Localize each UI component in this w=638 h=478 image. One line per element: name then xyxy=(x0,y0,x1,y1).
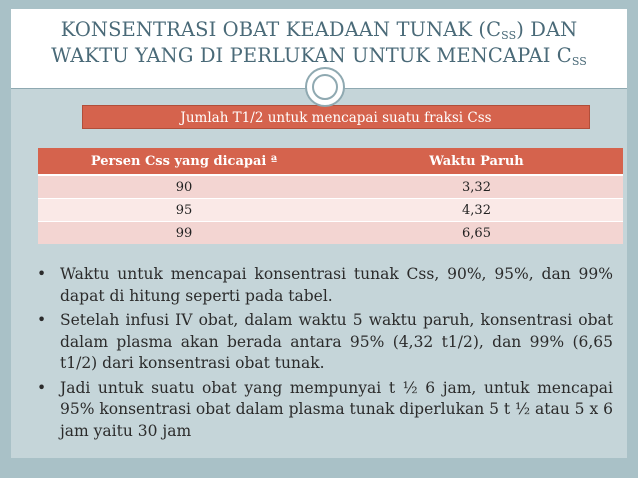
table-cell: 95 xyxy=(38,199,330,222)
table-cell: 3,32 xyxy=(330,175,623,199)
title-line-2-subscript: SS xyxy=(571,55,587,68)
slide xyxy=(11,9,627,469)
data-table xyxy=(38,148,623,244)
table-row xyxy=(38,175,623,199)
title-line-2-text: WAKTU YANG DI PERLUKAN UNTUK MENCAPAI C xyxy=(51,44,572,67)
table-header-row xyxy=(38,148,623,175)
list-item-text: Waktu untuk mencapai konsentrasi tunak Css, 90%, 95%, dan 99% dapat di hitung seperti pada tabel. xyxy=(60,265,613,305)
title-line-2 xyxy=(51,44,587,67)
title-line-1-subscript: SS xyxy=(501,29,517,42)
table-row xyxy=(38,222,623,245)
bullet-icon: • xyxy=(37,311,47,329)
title-line-1-tail: ) DAN xyxy=(516,18,578,41)
title-line-1 xyxy=(61,18,578,41)
bullet-list xyxy=(33,264,613,445)
list-item xyxy=(33,310,613,375)
slide-title xyxy=(11,17,627,69)
table-cell: 6,65 xyxy=(330,222,623,245)
table-cell: 90 xyxy=(38,175,330,199)
list-item-text: Jadi untuk suatu obat yang mempunyai t ½ 6 jam, untuk mencapai 95% konsentrasi obat dalam plasma tunak diperlukan 5 t ½ atau 5 x 6 jam yaitu 30 jam xyxy=(60,378,613,440)
table-cell: 4,32 xyxy=(330,199,623,222)
bottom-band xyxy=(11,458,627,469)
list-item xyxy=(33,378,613,443)
table-cell: 99 xyxy=(38,222,330,245)
header-waktu-paruh: Waktu Paruh xyxy=(330,148,623,175)
table-caption: Jumlah T1/2 untuk mencapai suatu fraksi Css xyxy=(82,105,590,129)
list-item xyxy=(33,264,613,307)
circle-ornament-icon xyxy=(305,67,345,107)
list-item-text: Setelah infusi IV obat, dalam waktu 5 waktu paruh, konsentrasi obat dalam plasma akan berada antara 95% (4,32 t1/2), dan 99% (6,65 t1/2) dari konsentrasi obat tunak. xyxy=(60,311,613,372)
circle-ornament-inner xyxy=(312,74,338,100)
bullet-icon: • xyxy=(37,265,47,283)
bullet-icon: • xyxy=(37,378,47,397)
header-persen-css: Persen Css yang dicapai ª xyxy=(38,148,330,175)
title-line-1-text: KONSENTRASI OBAT KEADAAN TUNAK (C xyxy=(60,18,502,41)
table-row xyxy=(38,199,623,222)
